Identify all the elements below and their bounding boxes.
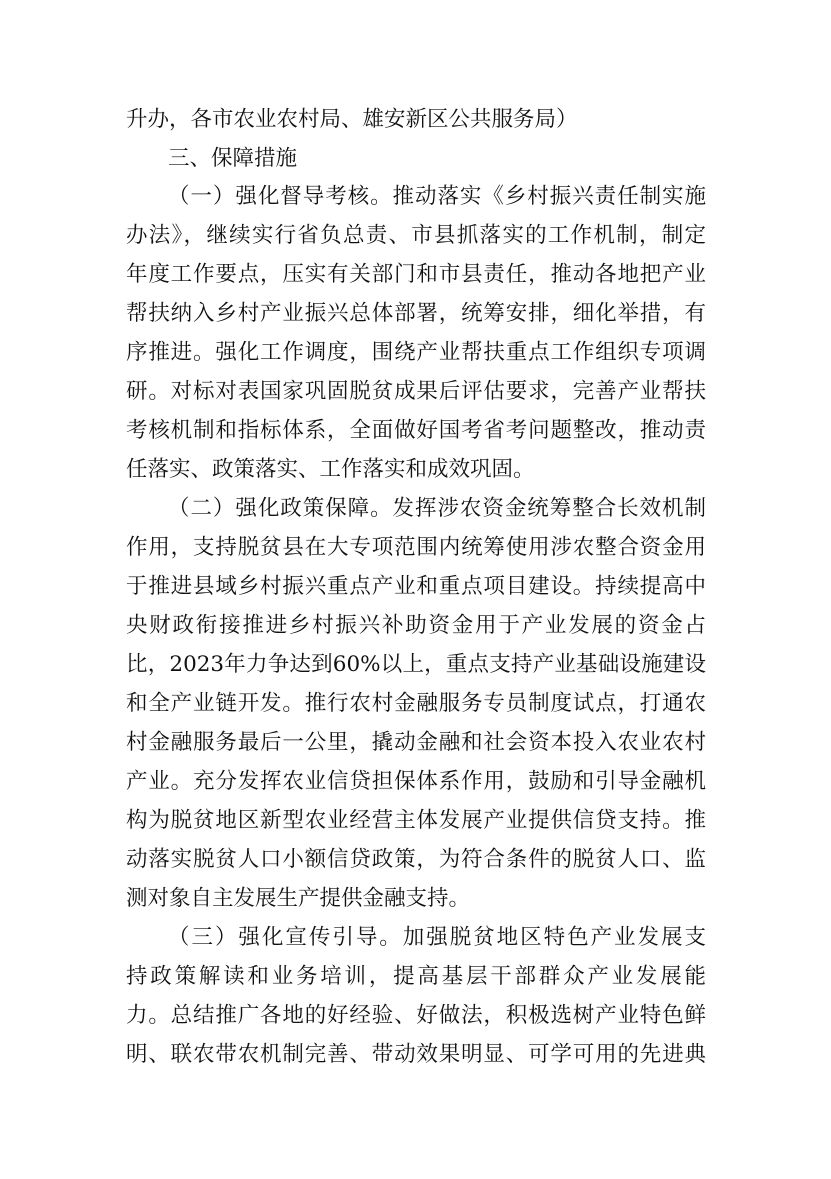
paragraph-line: 动落实脱贫人口小额信贷政策，为符合条件的脱贫人口、监 [126,847,706,872]
paragraph-line: 构为脱贫地区新型农业经营主体发展产业提供信贷支持。推 [126,808,706,833]
paragraph-line: 考核机制和指标体系，全面做好国考省考问题整改，推动责 [126,418,706,443]
paragraph-line: （一）强化督导考核。推动落实《乡村振兴责任制实施 [168,184,706,209]
paragraph-line: 于推进县域乡村振兴重点产业和重点项目建设。持续提高中 [126,574,706,599]
paragraph-line: 升办，各市农业农村局、雄安新区公共服务局） [126,107,578,132]
paragraph-line: 央财政衔接推进乡村振兴补助资金用于产业发展的资金占 [126,613,706,638]
paragraph-line: （三）强化宣传引导。加强脱贫地区特色产业发展支 [168,925,706,950]
paragraph-line: 持政策解读和业务培训，提高基层干部群众产业发展能 [126,964,706,989]
paragraph-line: （二）强化政策保障。发挥涉农资金统筹整合长效机制 [168,496,706,521]
paragraph-line: 明、联农带农机制完善、带动效果明显、可学可用的先进典 [126,1042,706,1067]
section-heading: 三、保障措施 [168,146,298,171]
paragraph-line: 作用，支持脱贫县在大专项范围内统筹使用涉农整合资金用 [126,535,706,560]
paragraph-line: 帮扶纳入乡村产业振兴总体部署，统筹安排，细化举措，有 [126,301,706,326]
paragraph-line: 和全产业链开发。推行农村金融服务专员制度试点，打通农 [126,691,706,716]
paragraph-line: 测对象自主发展生产提供金融支持。 [126,886,471,911]
paragraph-line: 村金融服务最后一公里，撬动金融和社会资本投入农业农村 [126,730,706,755]
paragraph-line: 比，2023年力争达到60%以上，重点支持产业基础设施建设 [126,652,706,677]
paragraph-line: 产业。充分发挥农业信贷担保体系作用，鼓励和引导金融机 [126,769,706,794]
paragraph-line: 研。对标对表国家巩固脱贫成果后评估要求，完善产业帮扶 [126,379,706,404]
paragraph-line: 办法》，继续实行省负总责、市县抓落实的工作机制，制定 [126,223,706,248]
paragraph-line: 序推进。强化工作调度，围绕产业帮扶重点工作组织专项调 [126,340,706,365]
paragraph-line: 力。总结推广各地的好经验、好做法，积极选树产业特色鲜 [126,1003,706,1028]
paragraph-line: 年度工作要点，压实有关部门和市县责任，推动各地把产业 [126,262,706,287]
paragraph-line: 任落实、政策落实、工作落实和成效巩固。 [126,457,535,482]
